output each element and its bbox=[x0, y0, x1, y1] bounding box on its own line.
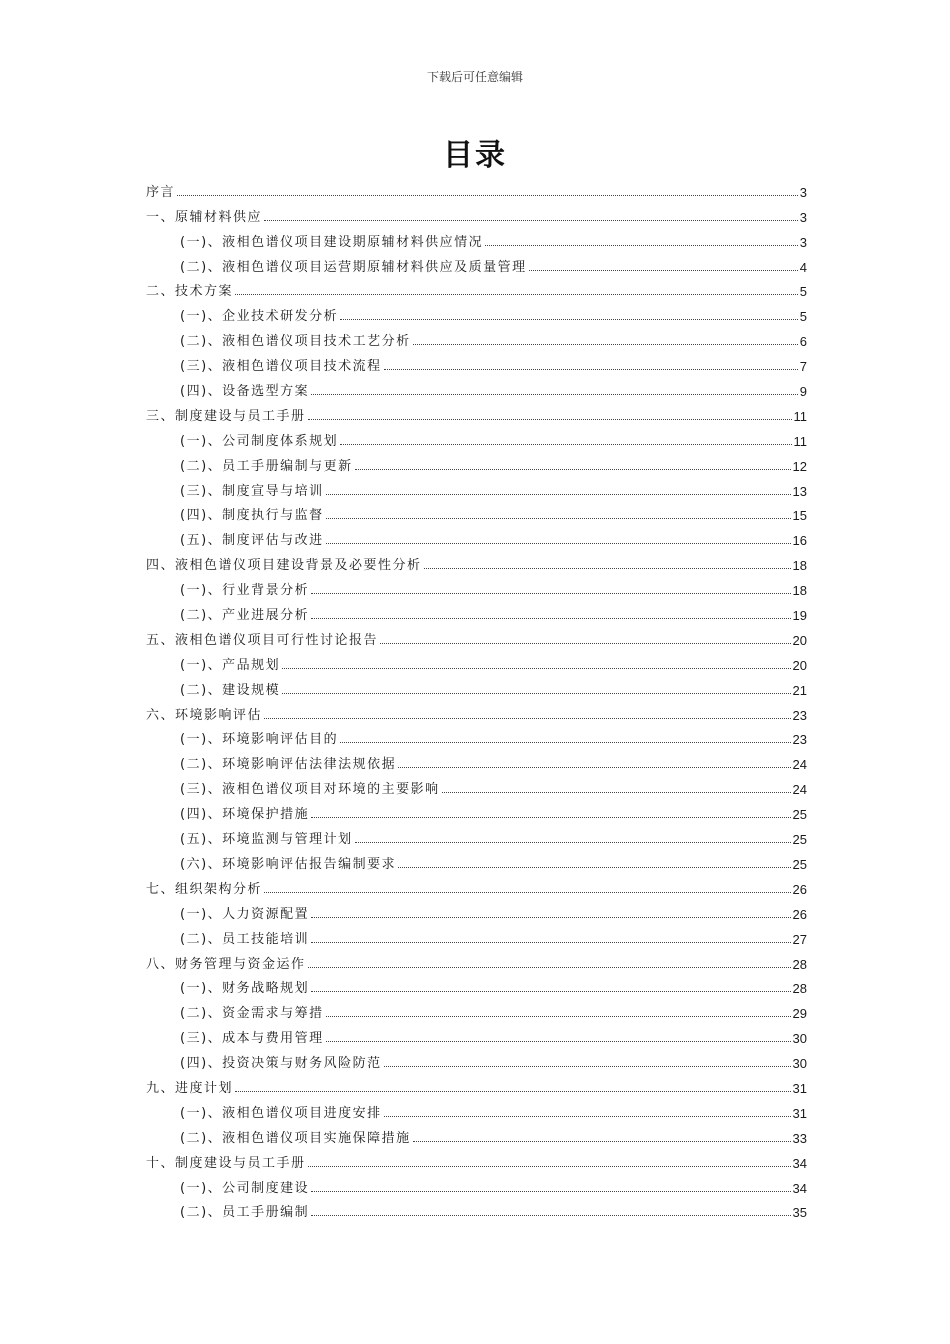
toc-leader-dots bbox=[398, 867, 790, 868]
toc-entry-page: 23 bbox=[792, 732, 807, 748]
toc-entry[interactable] bbox=[146, 1171, 807, 1196]
toc-entry-label: (六)、环境影响评估报告编制要求 bbox=[180, 856, 397, 872]
toc-entry-label: (三)、成本与费用管理 bbox=[180, 1031, 324, 1047]
toc-entry-label: (二)、员工手册编制 bbox=[180, 1205, 310, 1221]
toc-leader-dots bbox=[311, 917, 790, 918]
toc-entry[interactable] bbox=[146, 474, 807, 499]
toc-entry-page: 15 bbox=[792, 508, 807, 524]
toc-entry[interactable] bbox=[146, 598, 807, 623]
toc-entry-page: 4 bbox=[799, 259, 807, 275]
toc-entry-label: (三)、液相色谱仪项目对环境的主要影响 bbox=[180, 782, 440, 798]
toc-leader-dots bbox=[384, 1066, 791, 1067]
toc-entry-label: (一)、企业技术研发分析 bbox=[180, 309, 339, 325]
toc-entry[interactable] bbox=[146, 996, 807, 1021]
toc-entry[interactable] bbox=[146, 797, 807, 822]
toc-entry-page: 19 bbox=[792, 608, 807, 624]
toc-entry-label: (二)、液相色谱仪项目运营期原辅材料供应及质量管理 bbox=[180, 259, 527, 275]
toc-entry-label: (五)、制度评估与改进 bbox=[180, 533, 324, 549]
toc-entry[interactable] bbox=[146, 747, 807, 772]
toc-leader-dots bbox=[311, 942, 790, 943]
toc-leader-dots bbox=[326, 1016, 791, 1017]
toc-entry[interactable] bbox=[146, 200, 807, 225]
toc-entry-page: 11 bbox=[793, 408, 807, 424]
toc-leader-dots bbox=[355, 842, 791, 843]
toc-entry-page: 6 bbox=[799, 334, 807, 350]
toc-entry-label: (一)、公司制度体系规划 bbox=[180, 433, 339, 449]
toc-entry[interactable] bbox=[146, 399, 807, 424]
toc-entry[interactable] bbox=[146, 972, 807, 997]
toc-entry-page: 28 bbox=[792, 956, 807, 972]
toc-entry-page: 26 bbox=[792, 881, 807, 897]
toc-entry-page: 11 bbox=[793, 433, 807, 449]
toc-entry-page: 24 bbox=[792, 782, 807, 798]
toc-entry[interactable] bbox=[146, 947, 807, 972]
toc-entry-label: (四)、设备选型方案 bbox=[180, 384, 310, 400]
toc-entry-label: (一)、产品规划 bbox=[180, 657, 281, 673]
toc-entry[interactable] bbox=[146, 1146, 807, 1171]
toc-entry-page: 25 bbox=[792, 832, 807, 848]
toc-entry[interactable] bbox=[146, 573, 807, 598]
toc-entry-label: (四)、投资决策与财务风险防范 bbox=[180, 1056, 382, 1072]
toc-leader-dots bbox=[235, 294, 798, 295]
toc-entry-label: (二)、员工技能培训 bbox=[180, 931, 310, 947]
toc-entry-page: 25 bbox=[792, 856, 807, 872]
toc-entry[interactable] bbox=[146, 499, 807, 524]
toc-entry-page: 24 bbox=[792, 757, 807, 773]
toc-entry[interactable] bbox=[146, 673, 807, 698]
toc-entry-label: (三)、制度宣导与培训 bbox=[180, 483, 324, 499]
toc-title: 目录 bbox=[443, 138, 507, 173]
toc-entry-label: 八、财务管理与资金运作 bbox=[146, 956, 306, 972]
toc-entry-page: 25 bbox=[792, 807, 807, 823]
toc-entry[interactable] bbox=[146, 523, 807, 548]
toc-entry[interactable] bbox=[146, 449, 807, 474]
toc-leader-dots bbox=[326, 518, 791, 519]
toc-entry-page: 5 bbox=[799, 309, 807, 325]
toc-entry-label: (一)、液相色谱仪项目进度安排 bbox=[180, 1105, 382, 1121]
toc-entry-label: (二)、建设规模 bbox=[180, 682, 281, 698]
toc-leader-dots bbox=[398, 767, 790, 768]
toc-entry[interactable] bbox=[146, 1121, 807, 1146]
toc-entry-page: 20 bbox=[792, 657, 807, 673]
toc-entry[interactable] bbox=[146, 548, 807, 573]
toc-entry[interactable] bbox=[146, 424, 807, 449]
toc-entry[interactable] bbox=[146, 648, 807, 673]
toc-leader-dots bbox=[340, 444, 791, 445]
toc-entry-page: 12 bbox=[792, 458, 807, 474]
toc-entry-label: 九、进度计划 bbox=[146, 1080, 234, 1096]
toc-entry-page: 35 bbox=[792, 1205, 807, 1221]
toc-entry-label: (一)、人力资源配置 bbox=[180, 906, 310, 922]
toc-entry-page: 7 bbox=[799, 359, 807, 375]
toc-leader-dots bbox=[264, 892, 791, 893]
toc-entry[interactable] bbox=[146, 349, 807, 374]
toc-leader-dots bbox=[413, 1141, 791, 1142]
toc-leader-dots bbox=[529, 270, 798, 271]
toc-entry-page: 28 bbox=[792, 981, 807, 997]
toc-leader-dots bbox=[282, 668, 790, 669]
toc-entry[interactable] bbox=[146, 772, 807, 797]
toc-entry[interactable] bbox=[146, 1046, 807, 1071]
toc-leader-dots bbox=[311, 1215, 790, 1216]
toc-entry-label: (一)、公司制度建设 bbox=[180, 1180, 310, 1196]
toc-entry-page: 18 bbox=[792, 583, 807, 599]
toc-entry-page: 3 bbox=[799, 209, 807, 225]
toc-entry-page: 16 bbox=[792, 533, 807, 549]
toc-leader-dots bbox=[442, 792, 791, 793]
toc-entry-label: (一)、液相色谱仪项目建设期原辅材料供应情况 bbox=[180, 234, 484, 250]
toc-entry[interactable] bbox=[146, 250, 807, 275]
toc-entry-page: 20 bbox=[792, 632, 807, 648]
toc-entry[interactable] bbox=[146, 623, 807, 648]
toc-entry-label: (二)、液相色谱仪项目实施保障措施 bbox=[180, 1130, 411, 1146]
toc-entry-label: 三、制度建设与员工手册 bbox=[146, 408, 306, 424]
toc-entry-page: 18 bbox=[792, 558, 807, 574]
toc-entry-label: 七、组织架构分析 bbox=[146, 881, 263, 897]
toc-leader-dots bbox=[308, 967, 791, 968]
toc-entry-label: 一、原辅材料供应 bbox=[146, 209, 263, 225]
toc-entry-page: 3 bbox=[799, 234, 807, 250]
toc-entry-label: (一)、行业背景分析 bbox=[180, 583, 310, 599]
toc-entry[interactable] bbox=[146, 299, 807, 324]
toc-entry-label: 序言 bbox=[146, 184, 176, 200]
toc-leader-dots bbox=[264, 718, 791, 719]
toc-entry-label: (二)、资金需求与筹措 bbox=[180, 1006, 324, 1022]
toc-entry[interactable] bbox=[146, 822, 807, 847]
toc-entry[interactable] bbox=[146, 922, 807, 947]
toc-entry-label: (二)、环境影响评估法律法规依据 bbox=[180, 757, 397, 773]
toc-entry-label: (三)、液相色谱仪项目技术流程 bbox=[180, 359, 382, 375]
toc-entry[interactable] bbox=[146, 225, 807, 250]
toc-entry-label: (五)、环境监测与管理计划 bbox=[180, 832, 353, 848]
toc-leader-dots bbox=[326, 494, 791, 495]
toc-entry-label: 四、液相色谱仪项目建设背景及必要性分析 bbox=[146, 558, 422, 574]
toc-leader-dots bbox=[311, 593, 790, 594]
toc-entry-page: 27 bbox=[792, 931, 807, 947]
toc-leader-dots bbox=[264, 220, 798, 221]
toc-entry-page: 23 bbox=[792, 707, 807, 723]
toc-leader-dots bbox=[311, 817, 790, 818]
toc-entry-label: (四)、环境保护措施 bbox=[180, 807, 310, 823]
toc-entry[interactable] bbox=[146, 175, 807, 200]
toc-entry-label: (二)、产业进展分析 bbox=[180, 608, 310, 624]
toc-entry-page: 29 bbox=[792, 1006, 807, 1022]
toc-leader-dots bbox=[424, 568, 791, 569]
toc-leader-dots bbox=[308, 1166, 791, 1167]
toc-leader-dots bbox=[311, 394, 798, 395]
toc-leader-dots bbox=[384, 369, 798, 370]
toc-entry[interactable] bbox=[146, 723, 807, 748]
toc-entry[interactable] bbox=[146, 847, 807, 872]
toc-leader-dots bbox=[177, 195, 798, 196]
toc-entry-page: 34 bbox=[792, 1180, 807, 1196]
toc-leader-dots bbox=[485, 245, 798, 246]
toc-entry-page: 30 bbox=[792, 1031, 807, 1047]
toc-leader-dots bbox=[380, 643, 791, 644]
toc-entry-page: 21 bbox=[792, 682, 807, 698]
toc-entry[interactable] bbox=[146, 897, 807, 922]
toc-leader-dots bbox=[311, 1191, 790, 1192]
toc-entry[interactable] bbox=[146, 1196, 807, 1221]
toc-entry[interactable] bbox=[146, 872, 807, 897]
toc-entry-label: (一)、环境影响评估目的 bbox=[180, 732, 339, 748]
toc-leader-dots bbox=[413, 344, 798, 345]
toc-leader-dots bbox=[326, 543, 791, 544]
toc-leader-dots bbox=[326, 1041, 791, 1042]
toc-entry-label: 六、环境影响评估 bbox=[146, 707, 263, 723]
toc-leader-dots bbox=[340, 742, 790, 743]
toc-entry-label: (四)、制度执行与监督 bbox=[180, 508, 324, 524]
toc-entry[interactable] bbox=[146, 1071, 807, 1096]
toc-leader-dots bbox=[355, 469, 791, 470]
toc-entry-page: 33 bbox=[792, 1130, 807, 1146]
toc-entry-page: 5 bbox=[799, 284, 807, 300]
toc-leader-dots bbox=[308, 419, 792, 420]
toc-entry[interactable] bbox=[146, 374, 807, 399]
toc-entry-label: (二)、液相色谱仪项目技术工艺分析 bbox=[180, 334, 411, 350]
toc-entry[interactable] bbox=[146, 324, 807, 349]
toc-entry-page: 34 bbox=[792, 1155, 807, 1171]
toc-leader-dots bbox=[235, 1091, 791, 1092]
toc-entry[interactable] bbox=[146, 1096, 807, 1121]
toc-leader-dots bbox=[340, 319, 798, 320]
toc-entry-page: 30 bbox=[792, 1056, 807, 1072]
toc-leader-dots bbox=[311, 618, 790, 619]
toc-leader-dots bbox=[311, 991, 790, 992]
toc-entry-label: 五、液相色谱仪项目可行性讨论报告 bbox=[146, 632, 379, 648]
toc-entry-page: 31 bbox=[792, 1105, 807, 1121]
toc-entry-page: 3 bbox=[799, 184, 807, 200]
toc-entry-label: (一)、财务战略规划 bbox=[180, 981, 310, 997]
toc-entry[interactable] bbox=[146, 275, 807, 300]
toc-entry-label: (二)、员工手册编制与更新 bbox=[180, 458, 353, 474]
toc-leader-dots bbox=[384, 1116, 791, 1117]
header-note: 下载后可任意编辑 bbox=[426, 70, 523, 84]
toc-entry-page: 31 bbox=[792, 1080, 807, 1096]
toc-leader-dots bbox=[282, 693, 790, 694]
table-of-contents bbox=[146, 175, 807, 1220]
toc-entry-page: 13 bbox=[792, 483, 807, 499]
toc-entry-page: 9 bbox=[799, 384, 807, 400]
toc-entry-page: 26 bbox=[792, 906, 807, 922]
toc-entry-label: 十、制度建设与员工手册 bbox=[146, 1155, 306, 1171]
toc-entry[interactable] bbox=[146, 698, 807, 723]
toc-entry[interactable] bbox=[146, 1021, 807, 1046]
toc-entry-label: 二、技术方案 bbox=[146, 284, 234, 300]
